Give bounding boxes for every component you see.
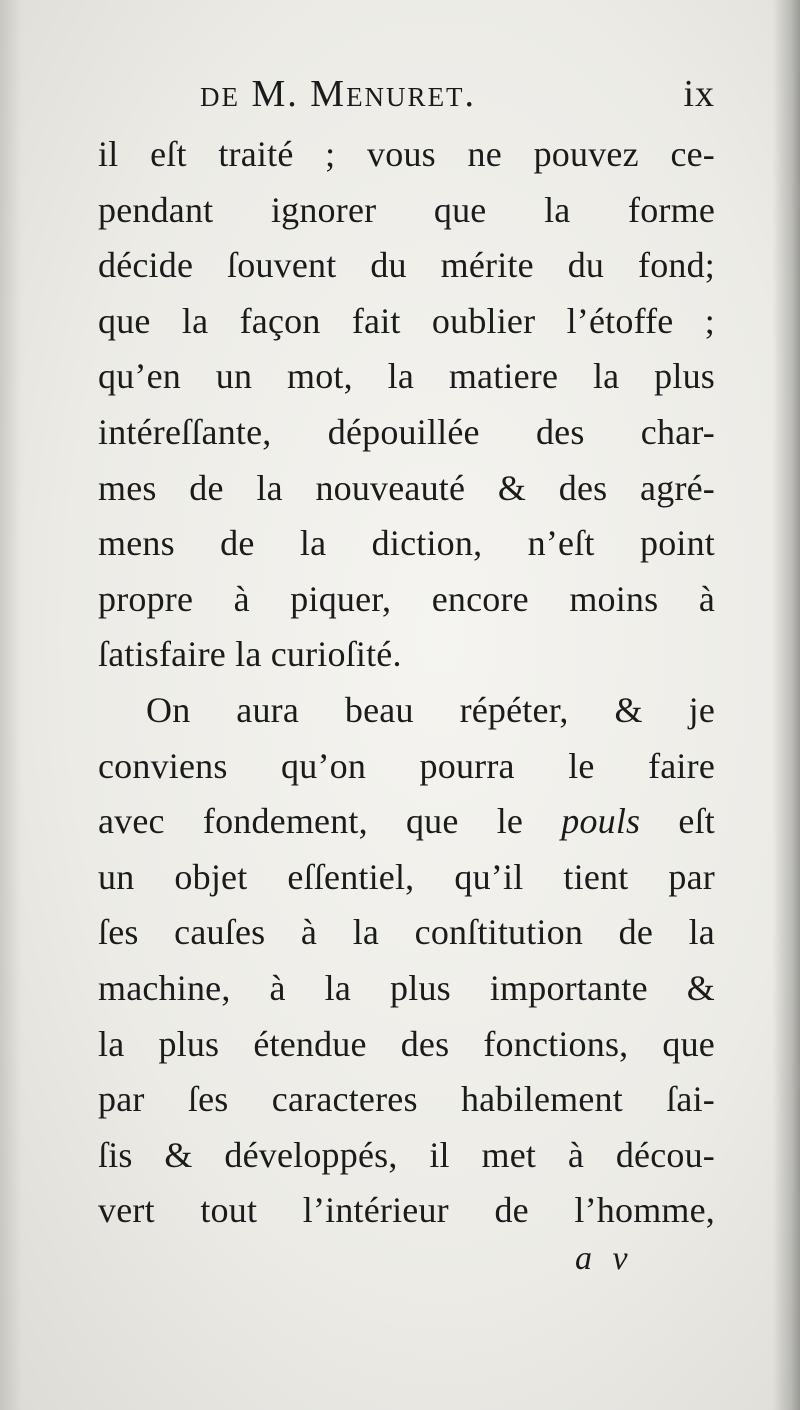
text-line: qu’en un mot, la matiere la plus (98, 356, 715, 397)
text-line: ſatisfaire la curioſité. (98, 634, 402, 675)
text-line: il eſt traité ; vous ne pouvez ce- (98, 134, 715, 174)
page-edge-shadow-left (0, 0, 22, 1410)
text-line-with-emphasis (98, 794, 715, 850)
text-fragment: avec fondement, que le (98, 801, 524, 842)
signature-mark: a v (575, 1240, 634, 1277)
text-line: décide ſouvent du mérite du fond; (98, 245, 715, 286)
text-fragment: eſt (640, 801, 715, 842)
text-line: mes de la nouveauté & des agré- (98, 467, 715, 508)
text-line: machine, à la plus importante & (98, 967, 715, 1008)
text-line: mens de la diction, n’eſt point (98, 523, 715, 564)
running-title: de M. Menuret. (200, 73, 477, 115)
paragraph-2 (98, 683, 715, 1239)
emphasis-word: pouls (561, 801, 641, 842)
text-line: ſes cauſes à la conſtitution de la (98, 912, 715, 953)
text-line: ſis & développés, il met à décou- (98, 1134, 715, 1175)
text-line: un objet eſſentiel, qu’il tient par (98, 856, 715, 897)
body-text (98, 127, 715, 1239)
page-number: ix (683, 73, 715, 115)
text-line: vert tout l’intérieur de l’homme, (98, 1190, 715, 1231)
text-line: pendant ignorer que la forme (98, 189, 715, 230)
page-header (200, 72, 715, 120)
text-line: conviens qu’on pourra le faire (98, 745, 715, 786)
text-line: par ſes caracteres habilement ſai- (98, 1079, 715, 1120)
text-line: la plus étendue des fonctions, que (98, 1023, 715, 1064)
paragraph-1 (98, 127, 715, 683)
text-line: intéreſſante, dépouillée des char- (98, 411, 715, 452)
text-line: On aura beau répéter, & je (146, 689, 715, 730)
text-line: que la façon fait oublier l’étoffe ; (98, 300, 715, 341)
text-line: propre à piquer, encore moins à (98, 578, 715, 619)
page-edge-shadow-right (772, 0, 800, 1410)
